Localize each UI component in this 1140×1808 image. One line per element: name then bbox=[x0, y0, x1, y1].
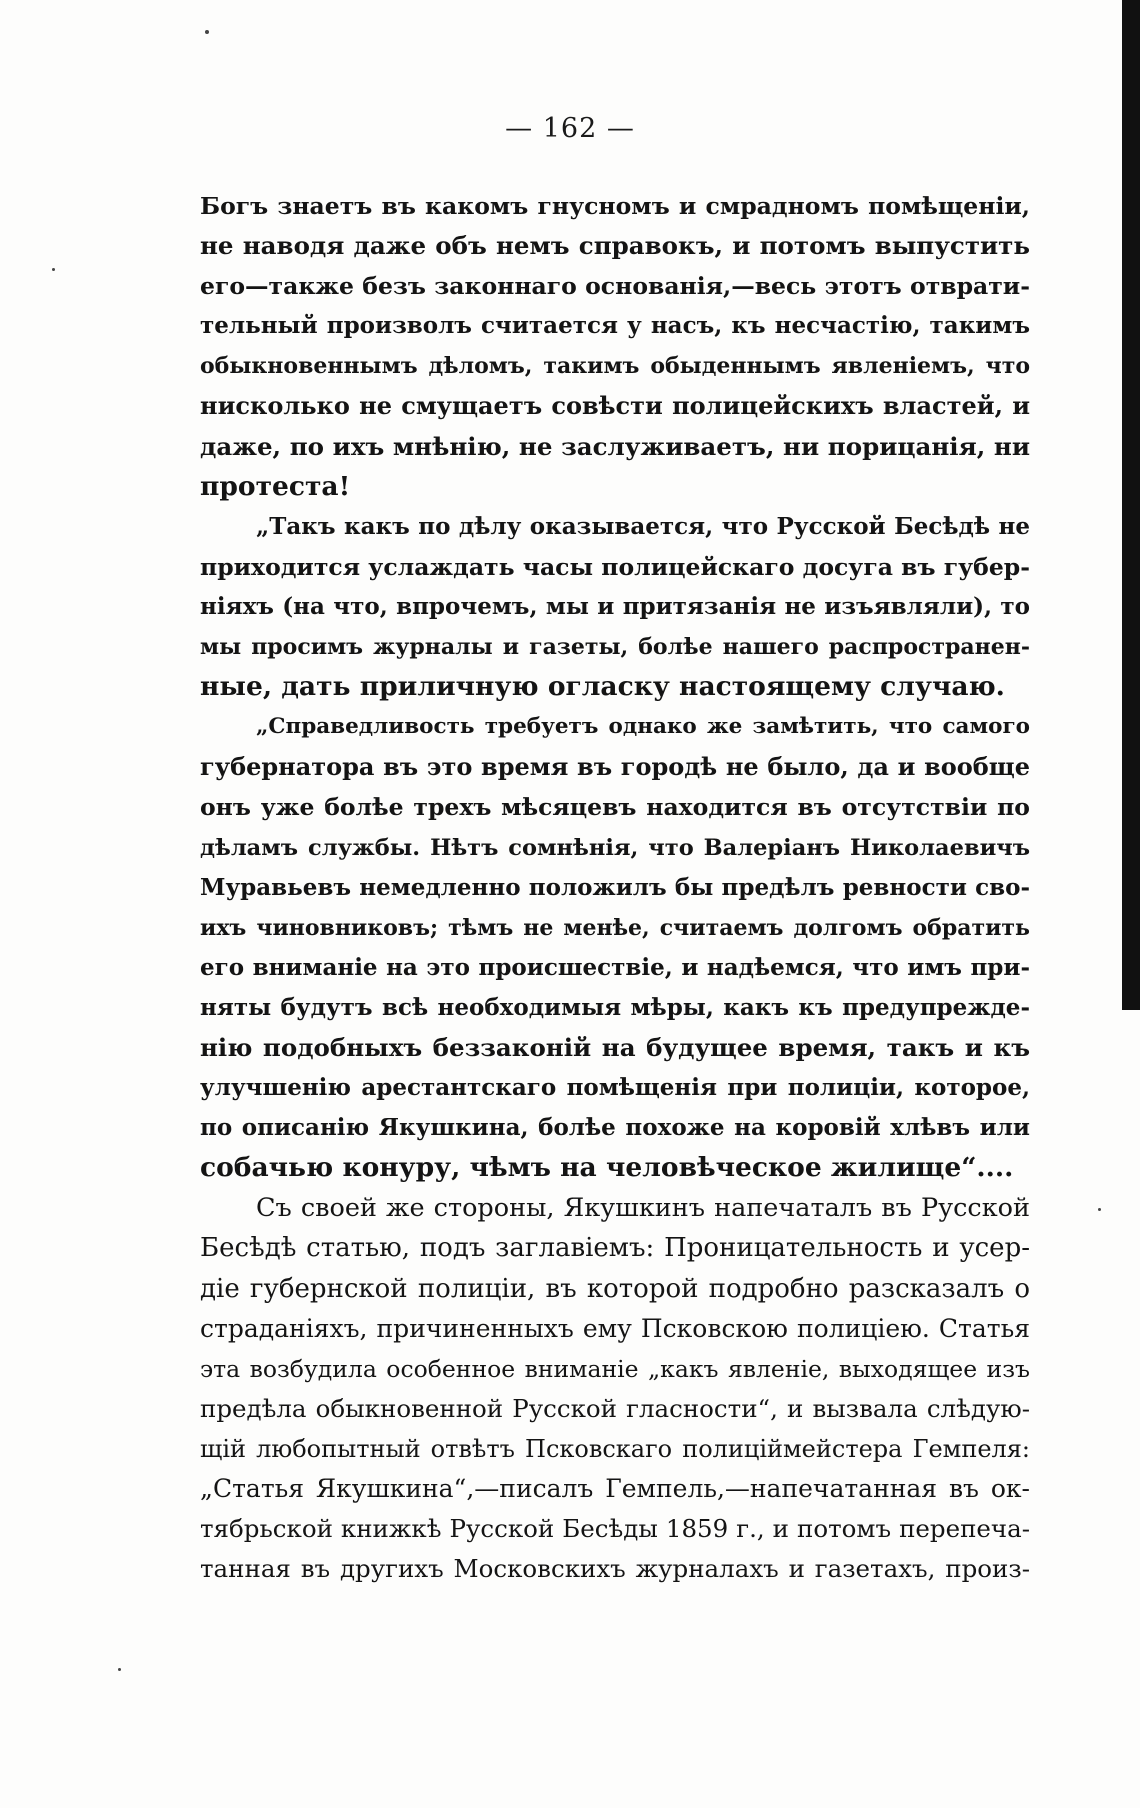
text-line: дѣламъ службы. Нѣтъ сомнѣнія, что Валеріанъ Николаевичъ bbox=[200, 834, 1030, 861]
text-line: эта возбудила особенное вниманіе „какъ явленіе, выходящее изъ bbox=[200, 1354, 1030, 1383]
text-line: діе губернской полиціи, въ которой подробно разсказалъ о bbox=[200, 1273, 1030, 1304]
text-line: Богъ знаетъ въ какомъ гнусномъ и смрадномъ помѣщеніи, bbox=[200, 192, 1030, 220]
text-line: обыкновеннымъ дѣломъ, такимъ обыденнымъ явленіемъ, что bbox=[200, 353, 1030, 380]
scan-speck bbox=[1098, 1208, 1101, 1211]
text-line: нію подобныхъ беззаконій на будущее время, такъ и къ bbox=[200, 1032, 1030, 1062]
text-line: тельный произволъ считается у насъ, къ несчастію, такимъ bbox=[200, 312, 1030, 340]
scan-speck bbox=[52, 268, 55, 271]
text-line: не наводя даже объ немъ справокъ, и потомъ выпустить bbox=[200, 231, 1030, 261]
text-line: „Такъ какъ по дѣлу оказывается, что Русской Бесѣдѣ не bbox=[256, 512, 1030, 540]
text-line: его вниманіе на это происшествіе, и надѣемся, что имъ при- bbox=[200, 953, 1030, 981]
body-text bbox=[200, 186, 1030, 1589]
text-line: даже, по ихъ мнѣнію, не заслуживаетъ, ни порицанія, ни bbox=[200, 431, 1030, 461]
text-line: улучшенію арестантскаго помѣщенія при полиціи, которое, bbox=[200, 1074, 1030, 1102]
text-line: ные, дать приличную огласку настоящему случаю. bbox=[200, 671, 1005, 703]
text-line: „Справедливость требуетъ однако же замѣтить, что самого bbox=[256, 714, 1030, 740]
text-line: щій любопытный отвѣтъ Псковскаго полиціймейстера Гемпеля: bbox=[200, 1434, 1030, 1463]
text-line: ихъ чиновниковъ; тѣмъ не менѣе, считаемъ долгомъ обратить bbox=[200, 914, 1030, 941]
text-line: по описанію Якушкина, болѣе похоже на коровій хлѣвъ или bbox=[200, 1114, 1030, 1142]
text-line: онъ уже болѣе трехъ мѣсяцевъ находится въ отсутствіи по bbox=[200, 793, 1030, 822]
text-line: Муравьевъ немедленно положилъ бы предѣлъ ревности сво- bbox=[200, 873, 1030, 901]
text-line: нисколько не смущаетъ совѣсти полицейскихъ властей, и bbox=[200, 391, 1030, 421]
text-line: тябрьской книжкѣ Русской Бесѣды 1859 г., и потомъ перепеча- bbox=[200, 1514, 1030, 1544]
text-line: няты будутъ всѣ необходимыя мѣры, какъ къ предупрежде- bbox=[200, 993, 1030, 1021]
text-line: „Статья Якушкина“,—писалъ Гемпель,—напечатанная въ ок- bbox=[200, 1474, 1030, 1503]
text-line: Съ своей же стороны, Якушкинъ напечаталъ въ Русской bbox=[256, 1193, 1030, 1224]
scan-speck bbox=[118, 1668, 121, 1671]
scan-border bbox=[1122, 0, 1140, 1010]
text-line: мы просимъ журналы и газеты, болѣе нашего распространен- bbox=[200, 634, 1030, 661]
page-number: — 162 — bbox=[505, 113, 635, 144]
text-line: приходится услаждать часы полицейскаго досуга въ губер- bbox=[200, 552, 1030, 581]
text-line: Бесѣдѣ статью, подъ заглавіемъ: Проницательность и усер- bbox=[200, 1233, 1030, 1264]
text-line: протеста! bbox=[200, 470, 351, 502]
text-line: танная въ другихъ Московскихъ журналахъ и газетахъ, произ- bbox=[200, 1554, 1030, 1584]
text-line: страданіяхъ, причиненныхъ ему Псковскою полиціею. Статья bbox=[200, 1313, 1030, 1343]
text-line: собачью конуру, чѣмъ на человѣческое жилище“.... bbox=[200, 1152, 1014, 1184]
text-line: губернатора въ это время въ городѣ не было, да и вообще bbox=[200, 752, 1030, 782]
text-line: его—также безъ законнаго основанія,—весь этотъ отврати- bbox=[200, 272, 1030, 301]
text-line: ніяхъ (на что, впрочемъ, мы и притязанія не изъявляли), то bbox=[200, 592, 1030, 620]
text-line: предѣла обыкновенной Русской гласности“, и вызвала слѣдую- bbox=[200, 1393, 1030, 1423]
scan-speck bbox=[205, 30, 209, 34]
